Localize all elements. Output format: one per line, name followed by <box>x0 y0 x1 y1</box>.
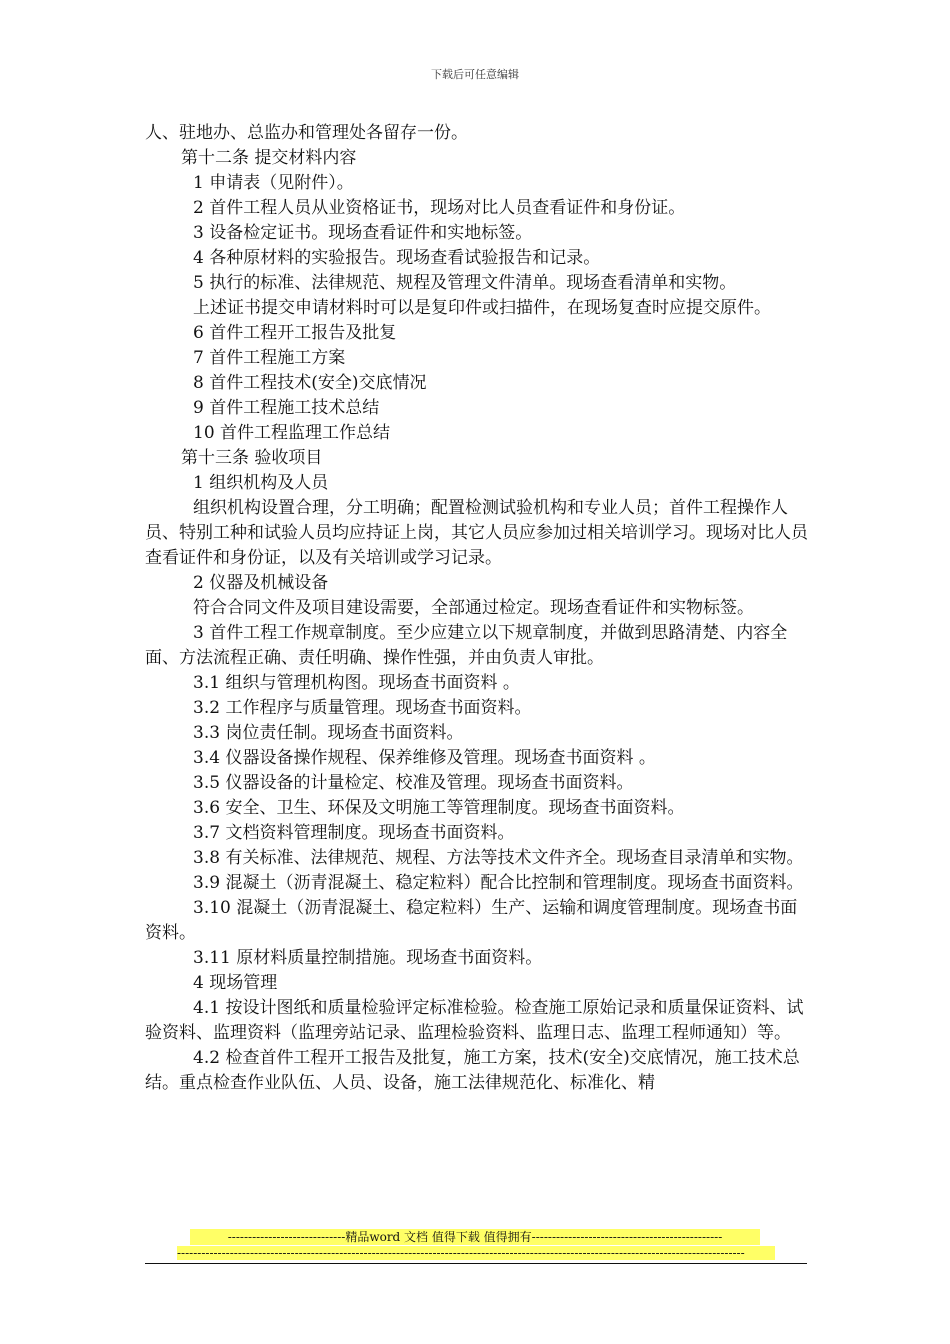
list-item: 1 申请表（见附件）。 <box>193 173 354 193</box>
list-item: 3.3 岗位责任制。现场查书面资料。 <box>193 723 464 743</box>
list-item: 3.6 安全、卫生、环保及文明施工等管理制度。现场查书面资料。 <box>193 798 685 818</box>
paragraph: 3.9 混凝土（沥青混凝土、稳定粒料）配合比控制和管理制度。现场查书面资料。 <box>193 873 804 893</box>
list-item: 3 设备检定证书。现场查看证件和实地标签。 <box>193 223 533 243</box>
list-item: 8 首件工程技术(安全)交底情况 <box>193 373 427 393</box>
list-item: 6 首件工程开工报告及批复 <box>193 323 397 343</box>
list-item: 9 首件工程施工技术总结 <box>193 398 380 418</box>
list-item: 2 首件工程人员从业资格证书，现场对比人员查看证件和身份证。 <box>193 198 686 218</box>
section-heading: 2 仪器及机械设备 <box>193 573 329 593</box>
list-item: 3.2 工作程序与质量管理。现场查书面资料。 <box>193 698 532 718</box>
paragraph: 上述证书提交申请材料时可以是复印件或扫描件，在现场复查时应提交原件。 <box>193 298 771 318</box>
paragraph: 3 首件工程工作规章制度。至少应建立以下规章制度，并做到思路清楚、内容全面、方法流程正确、责任明确、操作性强，并由负责人审批。 <box>145 623 788 668</box>
paragraph: 组织机构设置合理，分工明确；配置检测试验机构和专业人员；首件工程操作人员、特别工种和试验人员均应持证上岗，其它人员应参加过相关培训学习。现场对比人员查看证件和身份证，以及有关培训或学习记录。 <box>145 498 808 568</box>
list-item: 3.5 仪器设备的计量检定、校准及管理。现场查书面资料。 <box>193 773 634 793</box>
paragraph-line: 符合合同文件及项目建设需要，全部通过检定。现场查看证件和实物标签。 <box>193 598 754 618</box>
list-item: 7 首件工程施工方案 <box>193 348 346 368</box>
page-header-note: 下载后可任意编辑 <box>431 68 519 81</box>
footer-divider <box>145 1263 807 1264</box>
list-item: 5 执行的标准、法律规范、规程及管理文件清单。现场查看清单和实物。 <box>193 273 737 293</box>
list-item: 3.1 组织与管理机构图。现场查书面资料 。 <box>193 673 520 693</box>
paragraph-line: 人、驻地办、总监办和管理处各留存一份。 <box>145 123 468 143</box>
paragraph: 3.10 混凝土（沥青混凝土、稳定粒料）生产、运输和调度管理制度。现场查书面资料。 <box>145 898 798 943</box>
document-body <box>145 121 813 1096</box>
list-item: 3.7 文档资料管理制度。现场查书面资料。 <box>193 823 515 843</box>
list-item: 4 各种原材料的实验报告。现场查看试验报告和记录。 <box>193 248 601 268</box>
article-heading: 第十三条 验收项目 <box>181 448 323 468</box>
footer-dashes: -------------------------------------------------------------------------------------------------------------------------------------------- <box>177 1246 775 1260</box>
footer-banner: -----------------------------精品word 文档 值得下载 值得拥有----------------------------------------------- <box>190 1229 760 1245</box>
paragraph: 3.8 有关标准、法律规范、规程、方法等技术文件齐全。现场查目录清单和实物。 <box>193 848 804 868</box>
list-item: 10 首件工程监理工作总结 <box>193 423 391 443</box>
list-item: 3.4 仪器设备操作规程、保养维修及管理。现场查书面资料 。 <box>193 748 656 768</box>
section-heading: 4 现场管理 <box>193 973 278 993</box>
paragraph: 4.2 检查首件工程开工报告及批复，施工方案，技术(安全)交底情况，施工技术总结。重点检查作业队伍、人员、设备，施工法律规范化、标准化、精 <box>145 1048 800 1093</box>
list-item: 3.11 原材料质量控制措施。现场查书面资料。 <box>193 948 543 968</box>
article-heading: 第十二条 提交材料内容 <box>181 148 357 168</box>
section-heading: 1 组织机构及人员 <box>193 473 329 493</box>
paragraph: 4.1 按设计图纸和质量检验评定标准检验。检查施工原始记录和质量保证资料、试验资料、监理资料（监理旁站记录、监理检验资料、监理日志、监理工程师通知）等。 <box>145 998 804 1043</box>
